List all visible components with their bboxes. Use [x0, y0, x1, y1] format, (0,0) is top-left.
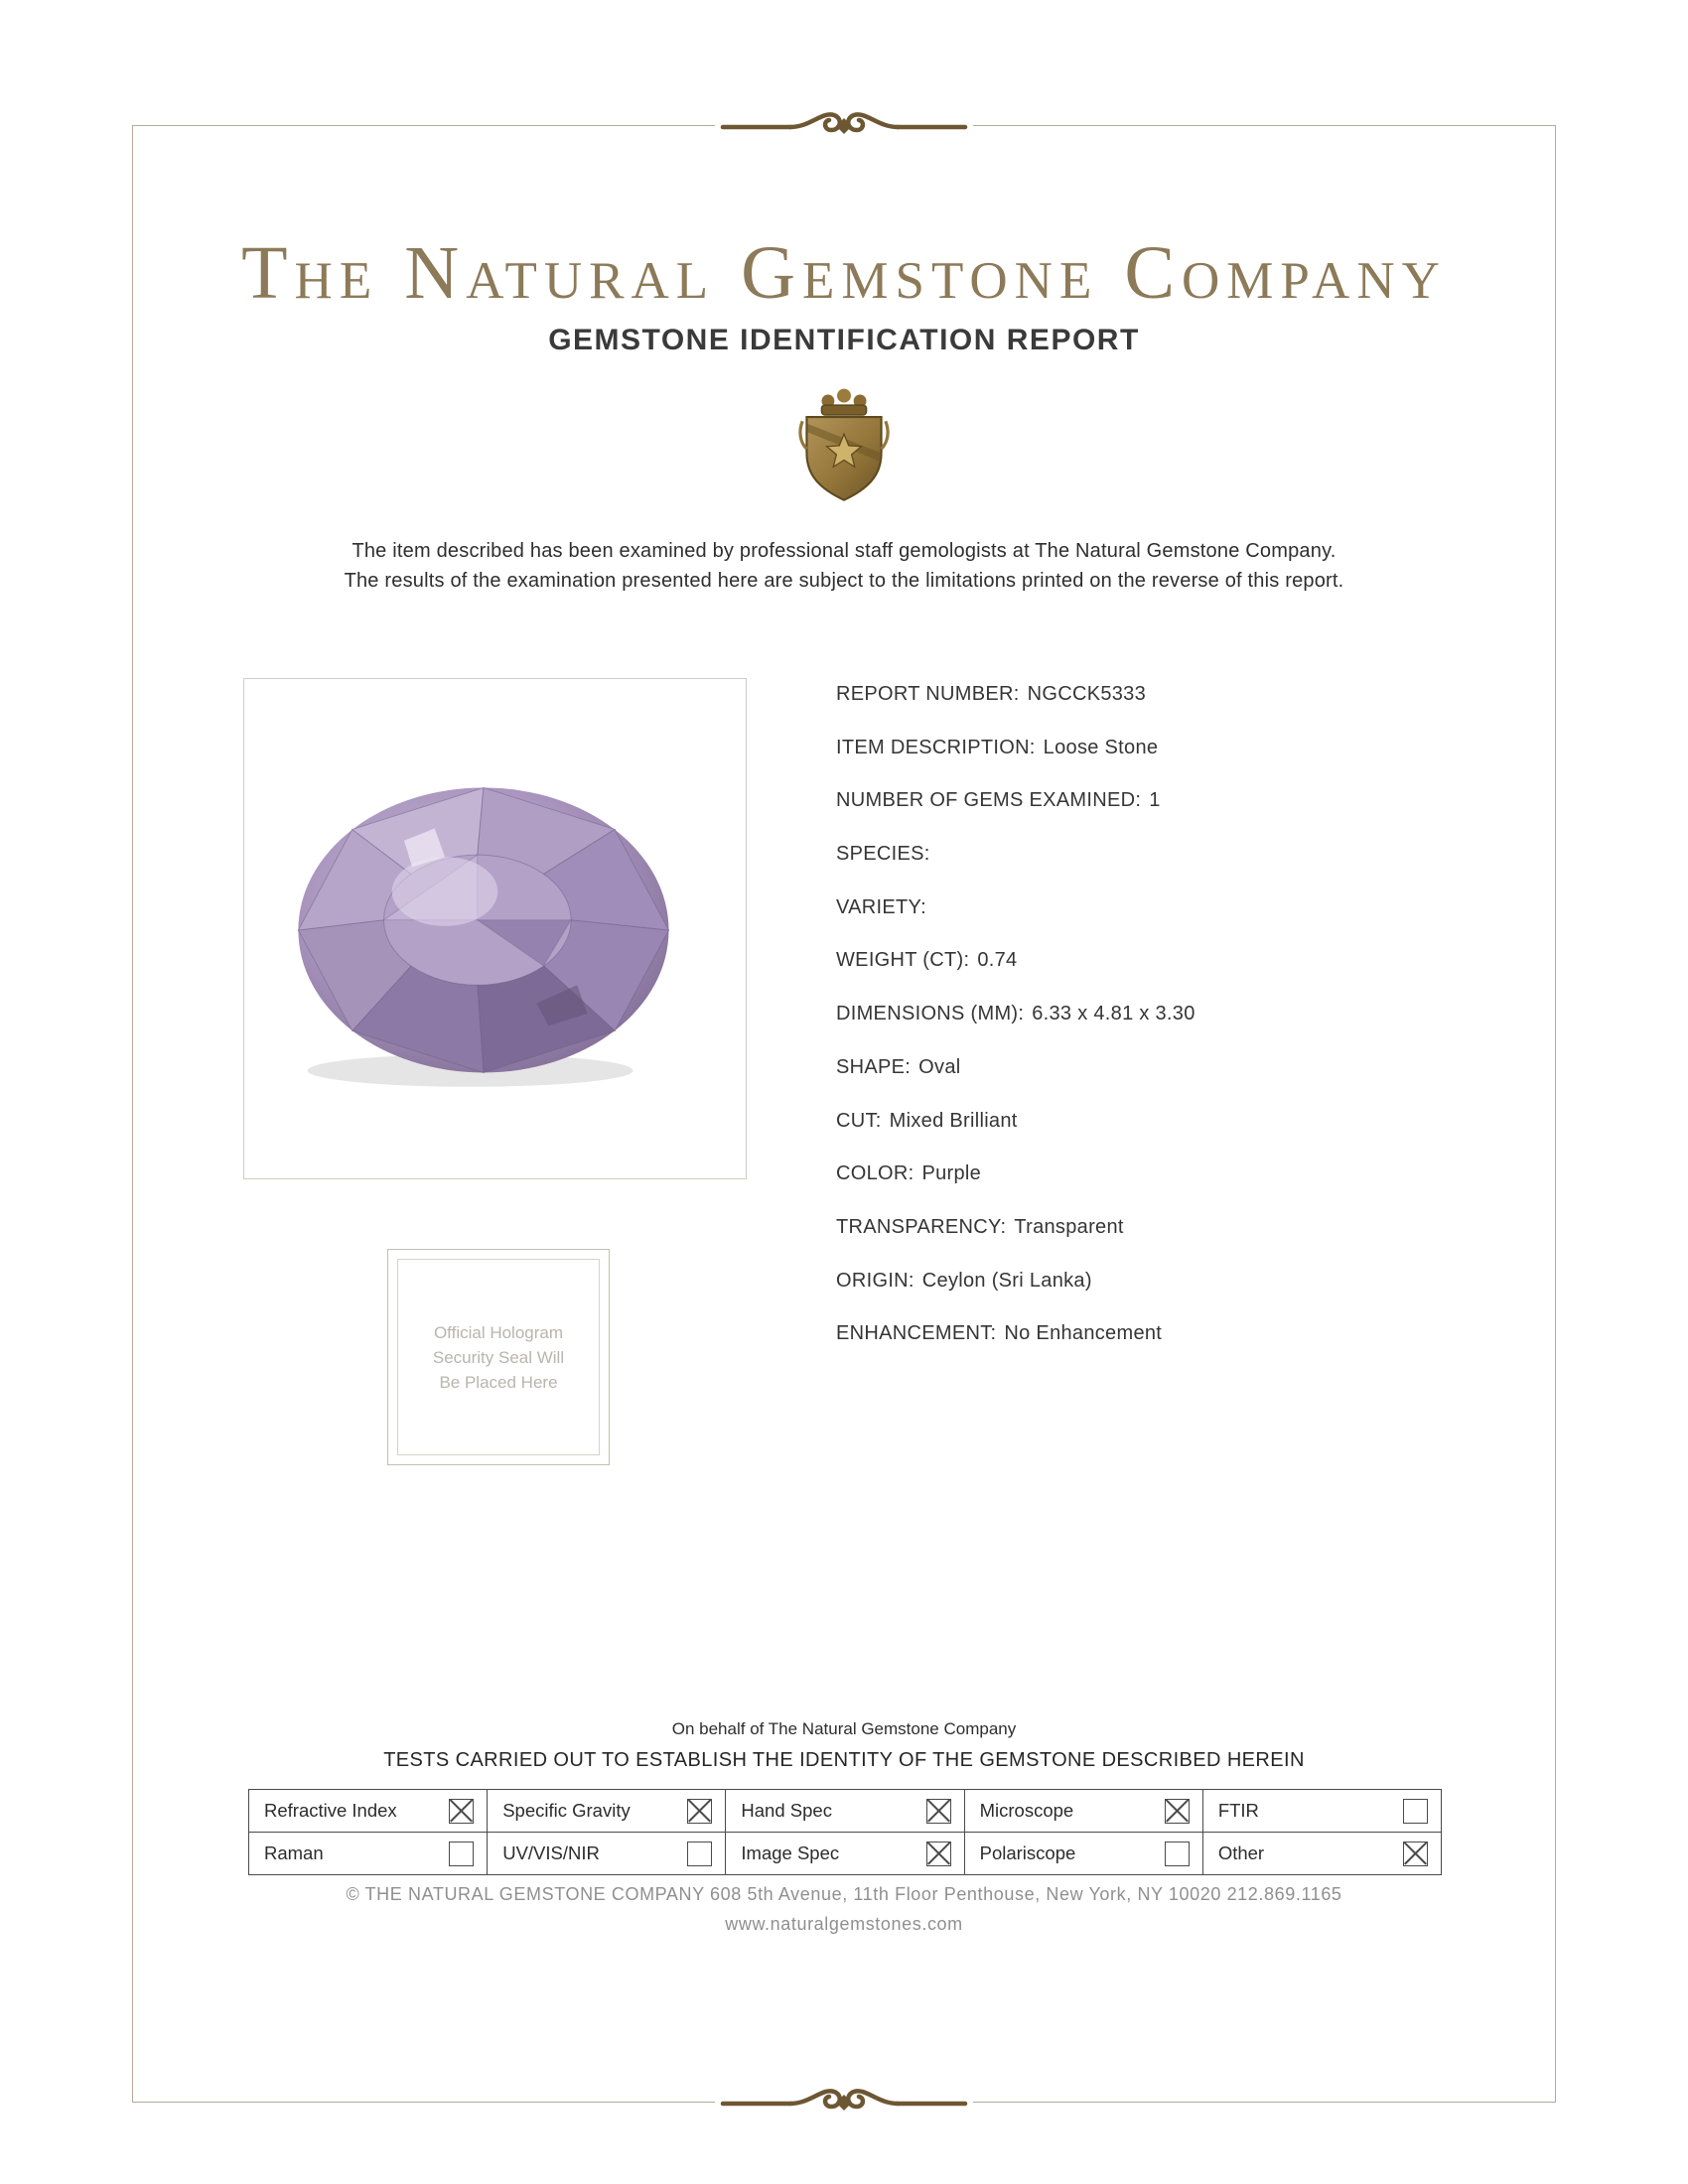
- test-label: Raman: [264, 1843, 324, 1863]
- test-label: Microscope: [979, 1800, 1074, 1821]
- field-value: Ceylon (Sri Lanka): [921, 1269, 1092, 1292]
- checkbox-unchecked: [1403, 1799, 1428, 1824]
- checkbox-unchecked: [687, 1842, 712, 1866]
- tests-table-row: [249, 1790, 1441, 1832]
- field-label: NUMBER OF GEMS EXAMINED:: [836, 789, 1142, 812]
- field-value: No Enhancement: [1004, 1322, 1163, 1345]
- report-field-row: [836, 1216, 1531, 1270]
- report-field-row: [836, 1056, 1531, 1110]
- report-field-row: [836, 1162, 1531, 1216]
- field-value: 1: [1149, 789, 1161, 812]
- report-field-row: [836, 1003, 1531, 1056]
- footer-address: © THE NATURAL GEMSTONE COMPANY 608 5th Avenue, 11th Floor Penthouse, New York, NY 10020 212.869.1165: [346, 1884, 1342, 1904]
- field-label: TRANSPARENCY:: [836, 1215, 1007, 1238]
- checkbox-checked: [687, 1799, 712, 1824]
- hologram-line-2: Security Seal Will: [432, 1347, 565, 1367]
- field-label: COLOR:: [836, 1162, 914, 1185]
- test-cell: [1202, 1790, 1441, 1832]
- gemstone-photo: [282, 768, 689, 1096]
- field-value: Loose Stone: [1043, 736, 1159, 758]
- top-flourish-ornament: [715, 103, 973, 147]
- field-value: Purple: [921, 1162, 982, 1185]
- field-value: Transparent: [1014, 1215, 1124, 1238]
- checkbox-unchecked: [1165, 1842, 1190, 1866]
- test-label: Image Spec: [741, 1843, 840, 1863]
- test-label: Refractive Index: [264, 1800, 397, 1821]
- checkbox-checked: [926, 1799, 951, 1824]
- report-field-row: [836, 1270, 1531, 1323]
- field-label: SPECIES:: [836, 843, 930, 866]
- test-cell: [725, 1833, 963, 1874]
- test-cell: [964, 1833, 1202, 1874]
- test-cell: [249, 1833, 487, 1874]
- field-label: ITEM DESCRIPTION:: [836, 736, 1036, 758]
- test-label: Other: [1217, 1843, 1265, 1863]
- tests-table-row: [249, 1832, 1441, 1874]
- tests-table: [248, 1789, 1442, 1875]
- field-label: SHAPE:: [836, 1055, 912, 1078]
- field-value: NGCCK5333: [1027, 683, 1147, 705]
- hologram-line-1: Official Hologram: [433, 1322, 564, 1342]
- report-field-row: [836, 1110, 1531, 1163]
- test-label: Polariscope: [979, 1843, 1076, 1863]
- test-cell: [725, 1790, 963, 1832]
- checkbox-checked: [926, 1842, 951, 1866]
- intro-line-2: The results of the examination presented here are subject to the limitations printed on the reverse of this report.: [344, 570, 1344, 592]
- field-value: Oval: [918, 1055, 961, 1078]
- checkbox-checked: [1165, 1799, 1190, 1824]
- field-label: VARIETY:: [836, 895, 926, 918]
- field-value: 0.74: [977, 949, 1018, 972]
- report-field-row: [836, 683, 1531, 737]
- test-label: Specific Gravity: [502, 1800, 631, 1821]
- hologram-seal-inner-box: [397, 1259, 600, 1455]
- checkbox-checked: [1403, 1842, 1428, 1866]
- tests-heading: TESTS CARRIED OUT TO ESTABLISH THE IDENTITY OF THE GEMSTONE DESCRIBED HEREIN: [383, 1749, 1305, 1771]
- report-field-row: [836, 949, 1531, 1003]
- flourish-icon: [715, 103, 973, 147]
- intro-paragraph: [0, 536, 1688, 596]
- field-label: CUT:: [836, 1109, 882, 1132]
- test-cell: [249, 1790, 487, 1832]
- field-label: DIMENSIONS (MM):: [836, 1003, 1025, 1025]
- checkbox-unchecked: [449, 1842, 474, 1866]
- company-title: The Natural Gemstone Company: [241, 231, 1447, 315]
- test-label: FTIR: [1217, 1800, 1259, 1821]
- intro-line-1: The item described has been examined by professional staff gemologists at The Natural Gemstone Company.: [352, 540, 1336, 562]
- test-cell: [1202, 1833, 1441, 1874]
- report-field-row: [836, 737, 1531, 790]
- report-field-row: [836, 789, 1531, 843]
- hologram-seal-box: [387, 1249, 610, 1465]
- field-label: ORIGIN:: [836, 1269, 914, 1292]
- footer-website: www.naturalgemstones.com: [725, 1914, 963, 1934]
- hologram-placeholder-text: [433, 1320, 564, 1395]
- flourish-icon: [715, 2080, 973, 2123]
- field-label: WEIGHT (CT):: [836, 949, 970, 972]
- test-label: Hand Spec: [741, 1800, 832, 1821]
- gem-photo-frame: [243, 678, 747, 1179]
- report-fields: [836, 683, 1531, 1376]
- test-cell: [487, 1833, 725, 1874]
- checkbox-checked: [449, 1799, 474, 1824]
- test-cell: [964, 1790, 1202, 1832]
- hologram-line-3: Be Placed Here: [439, 1372, 558, 1392]
- field-value: Mixed Brilliant: [889, 1109, 1018, 1132]
- report-title: GEMSTONE IDENTIFICATION REPORT: [548, 324, 1140, 356]
- test-label: UV/VIS/NIR: [502, 1843, 600, 1863]
- on-behalf-line: On behalf of The Natural Gemstone Company: [671, 1719, 1017, 1738]
- field-value: 6.33 x 4.81 x 3.30: [1032, 1003, 1196, 1025]
- report-field-row: [836, 843, 1531, 896]
- test-cell: [487, 1790, 725, 1832]
- bottom-flourish-ornament: [715, 2080, 973, 2123]
- company-crest-icon: [794, 387, 894, 504]
- field-label: ENHANCEMENT:: [836, 1322, 997, 1345]
- field-label: REPORT NUMBER:: [836, 683, 1020, 705]
- report-field-row: [836, 1322, 1531, 1376]
- report-field-row: [836, 896, 1531, 950]
